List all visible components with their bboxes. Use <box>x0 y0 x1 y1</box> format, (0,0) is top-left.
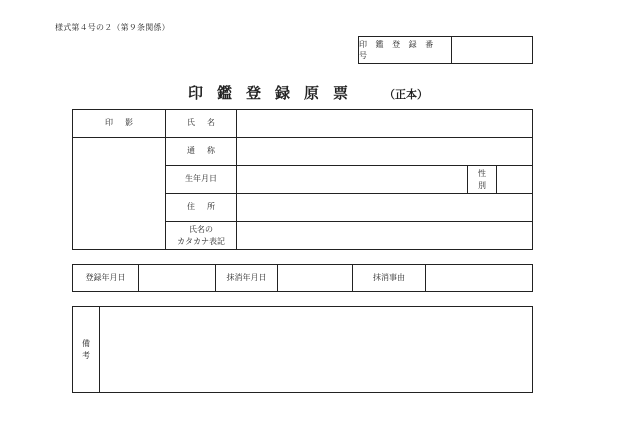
registration-date-label: 登録年月日 <box>72 264 139 292</box>
remarks-label-line1: 備 <box>82 338 90 348</box>
sex-field[interactable] <box>496 165 533 194</box>
registration-number-box <box>358 36 533 64</box>
name-label: 氏名 <box>165 109 237 138</box>
birthdate-field[interactable] <box>236 165 468 194</box>
registration-number-field[interactable] <box>452 37 532 63</box>
alias-field[interactable] <box>236 137 533 166</box>
deletion-reason-label: 抹消事由 <box>352 264 426 292</box>
sex-label <box>467 165 497 194</box>
katakana-label-line2: カタカナ表記 <box>177 236 225 246</box>
title-suffix: （正本） <box>384 88 428 101</box>
deletion-date-label: 抹消年月日 <box>215 264 278 292</box>
sex-label-line1: 性 <box>478 168 486 178</box>
page-title: 印鑑登録原票 <box>188 84 363 102</box>
sex-label-line2: 別 <box>478 180 486 190</box>
seal-impression-area[interactable] <box>72 137 166 250</box>
registration-date-field[interactable] <box>138 264 216 292</box>
remarks-field[interactable] <box>99 306 533 393</box>
deletion-date-field[interactable] <box>277 264 353 292</box>
address-field[interactable] <box>236 193 533 222</box>
alias-label: 通称 <box>165 137 237 166</box>
remarks-label <box>72 306 100 393</box>
katakana-label-line1: 氏名の <box>189 224 213 234</box>
katakana-field[interactable] <box>236 221 533 250</box>
birthdate-label: 生年月日 <box>165 165 237 194</box>
deletion-reason-field[interactable] <box>425 264 533 292</box>
remarks-label-line2: 考 <box>82 350 90 360</box>
seal-label: 印影 <box>72 109 166 138</box>
address-label: 住所 <box>165 193 237 222</box>
registration-number-label: 印 鑑 登 録 番 号 <box>359 37 452 63</box>
katakana-label <box>165 221 237 250</box>
form-id: 様式第４号の２（第９条関係） <box>55 23 170 32</box>
name-field[interactable] <box>236 109 533 138</box>
